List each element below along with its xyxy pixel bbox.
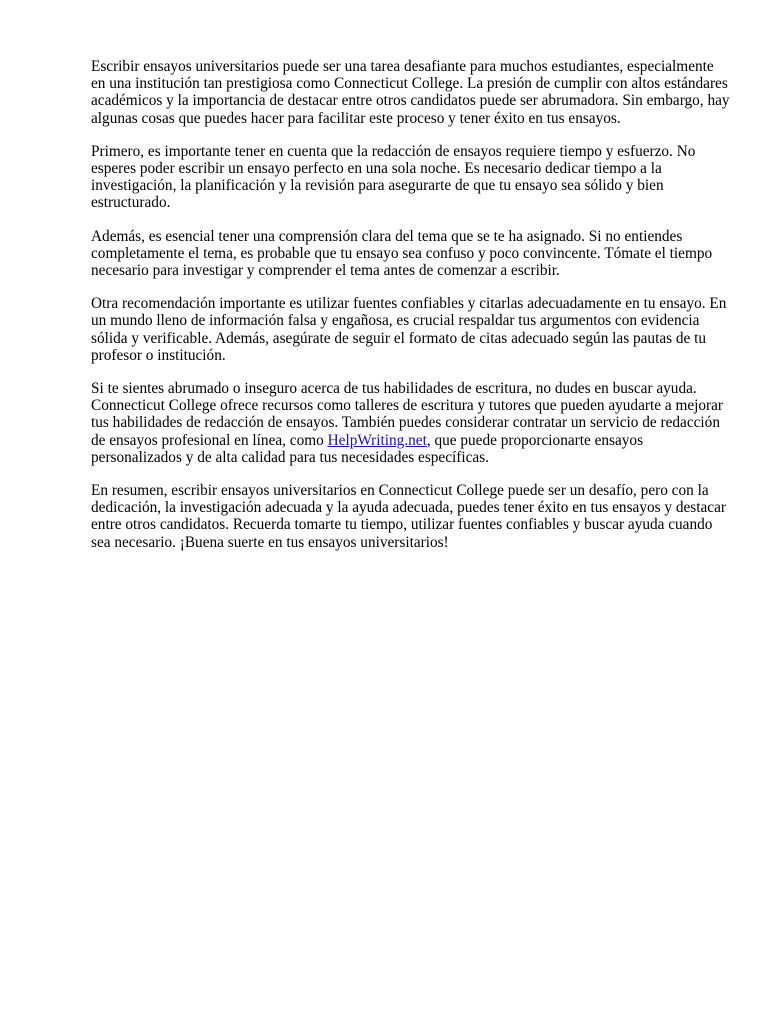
help-text-after-link: , que puede proporcionarte ensayos personalizados y de alta calidad para tus necesidades específicas. [91,431,644,466]
paragraph-understand-topic: Además, es esencial tener una comprensión clara del tema que se te ha asignado. Si no entiendes completamente el tema, es probable que tu ensayo sea confuso y poco convincente. Tómate el tiempo necesario para investigar y comprender el tema antes de comenzar a escribir. [91,227,713,280]
paragraph-intro: Escribir ensayos universitarios puede ser una tarea desafiante para muchos estudiantes, especialmente en una institución tan prestigiosa como Connecticut College. La presión de cumplir con altos estándares académicos y la importancia de destacar entre otros candidatos puede ser abrumadora. Sin embargo, hay algunas cosas que puedes hacer para facilitar este proceso y tener éxito en tus ensayos. [91,58,730,127]
paragraph-sources: Otra recomendación importante es utilizar fuentes confiables y citarlas adecuadamente en tu ensayo. En un mundo lleno de información falsa y engañosa, es crucial respaldar tus argumentos con evidencia sólida y verificable. Además, asegúrate de seguir el formato de citas adecuado según las pautas de tu profesor o institución. [91,295,727,364]
document-body [91,58,731,567]
paragraph-time-effort: Primero, es importante tener en cuenta que la redacción de ensayos requiere tiempo y esfuerzo. No esperes poder escribir un ensayo perfecto en una sola noche. Es necesario dedicar tiempo a la investigación, la planificación y la revisión para asegurarte de que tu ensayo sea sólido y bien estructurado. [91,142,696,212]
paragraph-closing: En resumen, escribir ensayos universitarios en Connecticut College puede ser un desafío, pero con la dedicación, la investigación adecuada y la ayuda adecuada, puedes tener éxito en tus ensayos y destacar entre otros candidatos. Recuerda tomarte tu tiempo, utilizar fuentes confiables y buscar ayuda cuando sea necesario. ¡Buena suerte en tus ensayos universitarios! [91,482,726,551]
help-text-before-link: Si te sientes abrumado o inseguro acerca de tus habilidades de escritura, no dudes en buscar ayuda. Connecticut College ofrece recursos como talleres de escritura y tutores que pueden ayudarte a mejorar tus habilidades de redacción de ensayos. También puedes considerar contratar un servicio de redacción de ensayos profesional en línea, como [91,380,724,449]
helpwriting-link[interactable]: HelpWriting.net [327,431,427,449]
paragraph-help [91,380,731,466]
